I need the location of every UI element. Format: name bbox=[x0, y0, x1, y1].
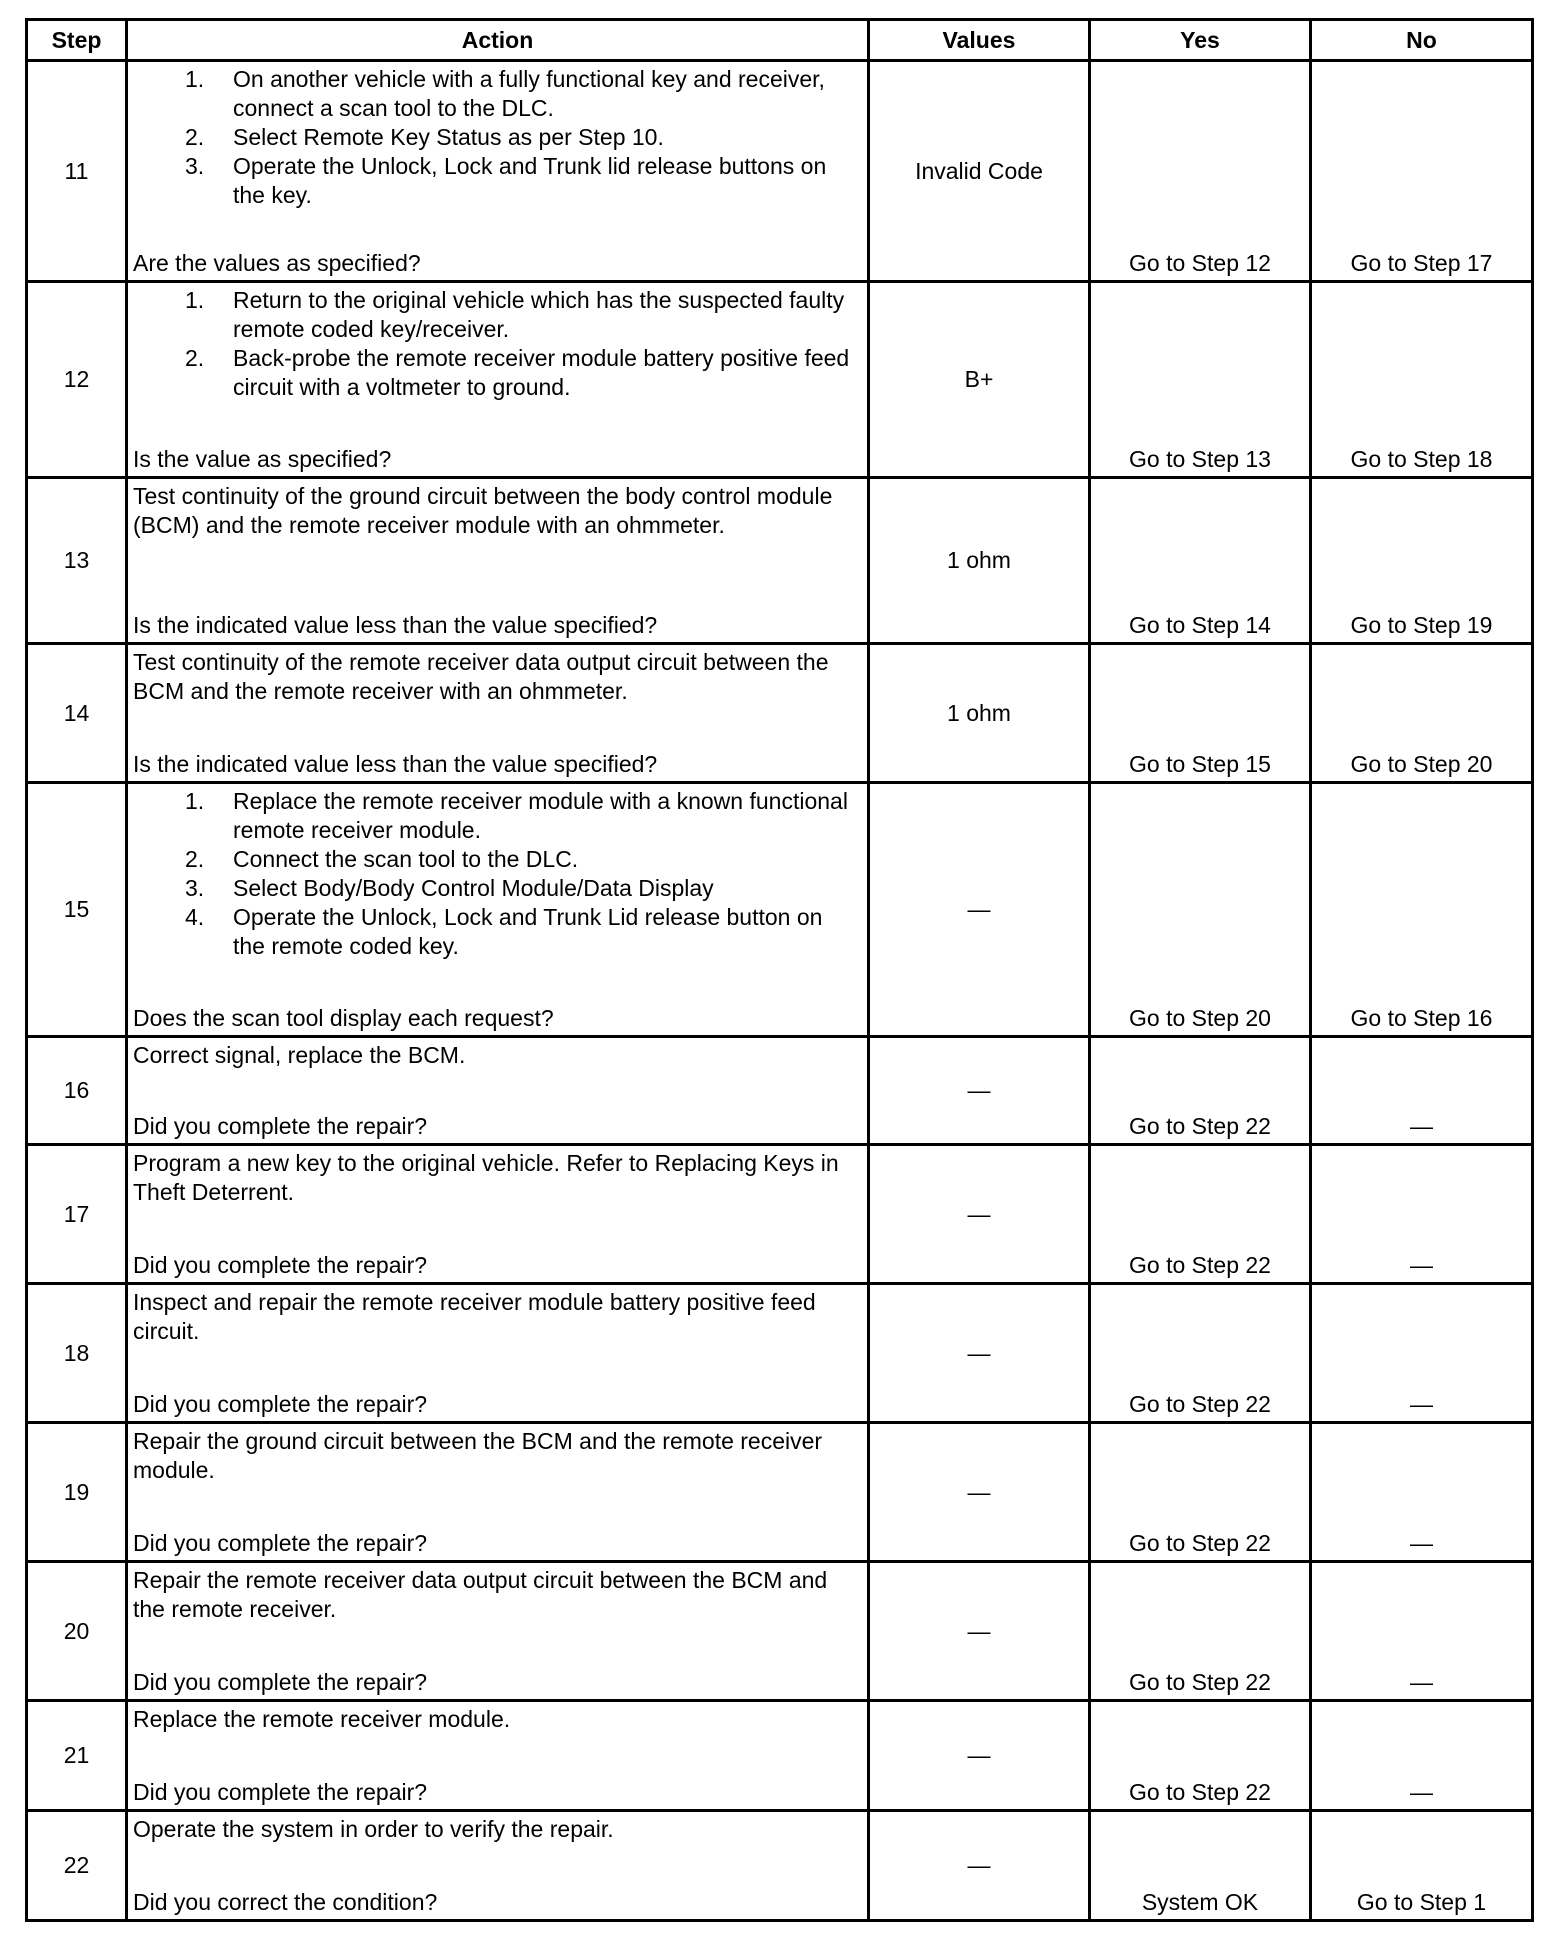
step-number: 21 bbox=[27, 1701, 127, 1811]
table-row bbox=[27, 1145, 1533, 1284]
question-text: Did you complete the repair? bbox=[133, 1113, 428, 1139]
value-cell: — bbox=[869, 1701, 1090, 1811]
header-action: Action bbox=[127, 20, 869, 61]
instruction-list bbox=[133, 65, 855, 210]
yes-cell: Go to Step 20 bbox=[1090, 783, 1311, 1037]
header-yes: Yes bbox=[1090, 20, 1311, 61]
no-cell: — bbox=[1311, 1562, 1533, 1701]
instruction-text: Program a new key to the original vehicle. Refer to Replacing Keys in Theft Deterrent. bbox=[133, 1150, 839, 1205]
step-number: 16 bbox=[27, 1037, 127, 1145]
header-step: Step bbox=[27, 20, 127, 61]
list-item bbox=[133, 123, 855, 152]
no-cell: — bbox=[1311, 1037, 1533, 1145]
no-cell: Go to Step 20 bbox=[1311, 644, 1533, 783]
header-no: No bbox=[1311, 20, 1533, 61]
value-cell: — bbox=[869, 1423, 1090, 1562]
list-item bbox=[133, 152, 855, 210]
list-text: Replace the remote receiver module with a known functional remote receiver module. bbox=[233, 788, 848, 843]
yes-cell: Go to Step 22 bbox=[1090, 1423, 1311, 1562]
table-row bbox=[27, 783, 1533, 1037]
value-cell: Invalid Code bbox=[869, 61, 1090, 282]
list-text: Back-probe the remote receiver module battery positive feed circuit with a voltmeter to ground. bbox=[233, 345, 850, 400]
yes-cell: Go to Step 22 bbox=[1090, 1701, 1311, 1811]
table-row bbox=[27, 1562, 1533, 1701]
action-cell bbox=[127, 1284, 869, 1423]
action-cell bbox=[127, 1037, 869, 1145]
yes-cell: Go to Step 22 bbox=[1090, 1284, 1311, 1423]
list-text: Select Body/Body Control Module/Data Display bbox=[233, 875, 714, 901]
yes-cell: Go to Step 13 bbox=[1090, 282, 1311, 478]
question-text: Is the value as specified? bbox=[133, 446, 392, 472]
list-text: On another vehicle with a fully functional key and receiver, connect a scan tool to the DLC. bbox=[233, 66, 825, 121]
action-cell bbox=[127, 1701, 869, 1811]
list-text: Operate the Unlock, Lock and Trunk lid release buttons on the key. bbox=[233, 153, 827, 208]
list-number: 1. bbox=[185, 287, 205, 313]
step-number: 20 bbox=[27, 1562, 127, 1701]
list-number: 2. bbox=[185, 124, 205, 150]
question-text: Does the scan tool display each request? bbox=[133, 1005, 554, 1031]
instruction-block bbox=[133, 65, 855, 210]
instruction-text: Test continuity of the ground circuit between the body control module (BCM) and the remote receiver module with an ohmmeter. bbox=[133, 483, 833, 538]
action-cell bbox=[127, 1145, 869, 1284]
instruction-text: Inspect and repair the remote receiver module battery positive feed circuit. bbox=[133, 1289, 816, 1344]
list-number: 1. bbox=[185, 66, 205, 92]
list-item bbox=[133, 874, 855, 903]
question-text: Did you complete the repair? bbox=[133, 1779, 428, 1805]
step-number: 22 bbox=[27, 1811, 127, 1921]
value-cell: — bbox=[869, 1562, 1090, 1701]
instruction-block bbox=[133, 787, 855, 961]
action-cell bbox=[127, 1423, 869, 1562]
table-row bbox=[27, 1423, 1533, 1562]
instruction-block bbox=[133, 286, 855, 402]
value-cell: — bbox=[869, 1145, 1090, 1284]
step-number: 17 bbox=[27, 1145, 127, 1284]
yes-cell: Go to Step 22 bbox=[1090, 1037, 1311, 1145]
yes-cell: Go to Step 22 bbox=[1090, 1562, 1311, 1701]
list-number: 3. bbox=[185, 875, 205, 901]
value-cell: 1 ohm bbox=[869, 644, 1090, 783]
step-number: 11 bbox=[27, 61, 127, 282]
instruction-text: Operate the system in order to verify the repair. bbox=[133, 1816, 614, 1842]
list-item bbox=[133, 787, 855, 845]
question-text: Is the indicated value less than the value specified? bbox=[133, 612, 658, 638]
table-row bbox=[27, 282, 1533, 478]
no-cell: Go to Step 18 bbox=[1311, 282, 1533, 478]
yes-cell: System OK bbox=[1090, 1811, 1311, 1921]
list-number: 2. bbox=[185, 345, 205, 371]
instruction-text: Correct signal, replace the BCM. bbox=[133, 1042, 466, 1068]
yes-cell: Go to Step 12 bbox=[1090, 61, 1311, 282]
list-number: 3. bbox=[185, 153, 205, 179]
header-values: Values bbox=[869, 20, 1090, 61]
value-cell: — bbox=[869, 1284, 1090, 1423]
list-item bbox=[133, 845, 855, 874]
action-cell bbox=[127, 478, 869, 644]
step-number: 13 bbox=[27, 478, 127, 644]
table-row bbox=[27, 1701, 1533, 1811]
no-cell: Go to Step 1 bbox=[1311, 1811, 1533, 1921]
instruction-text: Replace the remote receiver module. bbox=[133, 1706, 511, 1732]
list-number: 2. bbox=[185, 846, 205, 872]
value-cell: — bbox=[869, 1037, 1090, 1145]
list-text: Return to the original vehicle which has the suspected faulty remote coded key/receiver. bbox=[233, 287, 845, 342]
list-text: Select Remote Key Status as per Step 10. bbox=[233, 124, 664, 150]
list-item bbox=[133, 286, 855, 344]
value-cell: B+ bbox=[869, 282, 1090, 478]
no-cell: — bbox=[1311, 1701, 1533, 1811]
table-row bbox=[27, 478, 1533, 644]
action-cell bbox=[127, 282, 869, 478]
yes-cell: Go to Step 14 bbox=[1090, 478, 1311, 644]
step-number: 14 bbox=[27, 644, 127, 783]
value-cell: — bbox=[869, 1811, 1090, 1921]
question-text: Did you complete the repair? bbox=[133, 1530, 428, 1556]
question-text: Is the indicated value less than the value specified? bbox=[133, 751, 658, 777]
table-row bbox=[27, 1284, 1533, 1423]
question-text: Did you complete the repair? bbox=[133, 1391, 428, 1417]
header-row bbox=[27, 20, 1533, 61]
list-number: 4. bbox=[185, 904, 205, 930]
instruction-list bbox=[133, 787, 855, 961]
no-cell: Go to Step 19 bbox=[1311, 478, 1533, 644]
value-cell: 1 ohm bbox=[869, 478, 1090, 644]
step-number: 12 bbox=[27, 282, 127, 478]
step-number: 18 bbox=[27, 1284, 127, 1423]
question-text: Are the values as specified? bbox=[133, 250, 421, 276]
list-item bbox=[133, 344, 855, 402]
action-cell bbox=[127, 644, 869, 783]
list-item bbox=[133, 65, 855, 123]
instruction-text: Repair the remote receiver data output circuit between the BCM and the remote receiver. bbox=[133, 1567, 828, 1622]
step-number: 15 bbox=[27, 783, 127, 1037]
no-cell: Go to Step 16 bbox=[1311, 783, 1533, 1037]
question-text: Did you complete the repair? bbox=[133, 1252, 428, 1278]
list-text: Operate the Unlock, Lock and Trunk Lid release button on the remote coded key. bbox=[233, 904, 823, 959]
no-cell: — bbox=[1311, 1423, 1533, 1562]
list-item bbox=[133, 903, 855, 961]
table-row bbox=[27, 1811, 1533, 1921]
instruction-list bbox=[133, 286, 855, 402]
list-text: Connect the scan tool to the DLC. bbox=[233, 846, 579, 872]
action-cell bbox=[127, 61, 869, 282]
step-number: 19 bbox=[27, 1423, 127, 1562]
no-cell: Go to Step 17 bbox=[1311, 61, 1533, 282]
yes-cell: Go to Step 15 bbox=[1090, 644, 1311, 783]
no-cell: — bbox=[1311, 1284, 1533, 1423]
question-text: Did you correct the condition? bbox=[133, 1889, 438, 1915]
table-row bbox=[27, 1037, 1533, 1145]
action-cell bbox=[127, 1562, 869, 1701]
instruction-text: Test continuity of the remote receiver data output circuit between the BCM and the remote receiver with an ohmmeter. bbox=[133, 649, 829, 704]
action-cell bbox=[127, 1811, 869, 1921]
list-number: 1. bbox=[185, 788, 205, 814]
table-row bbox=[27, 644, 1533, 783]
question-text: Did you complete the repair? bbox=[133, 1669, 428, 1695]
yes-cell: Go to Step 22 bbox=[1090, 1145, 1311, 1284]
value-cell: — bbox=[869, 783, 1090, 1037]
action-cell bbox=[127, 783, 869, 1037]
diagnostic-table bbox=[25, 18, 1534, 1922]
instruction-text: Repair the ground circuit between the BCM and the remote receiver module. bbox=[133, 1428, 823, 1483]
table-row bbox=[27, 61, 1533, 282]
no-cell: — bbox=[1311, 1145, 1533, 1284]
